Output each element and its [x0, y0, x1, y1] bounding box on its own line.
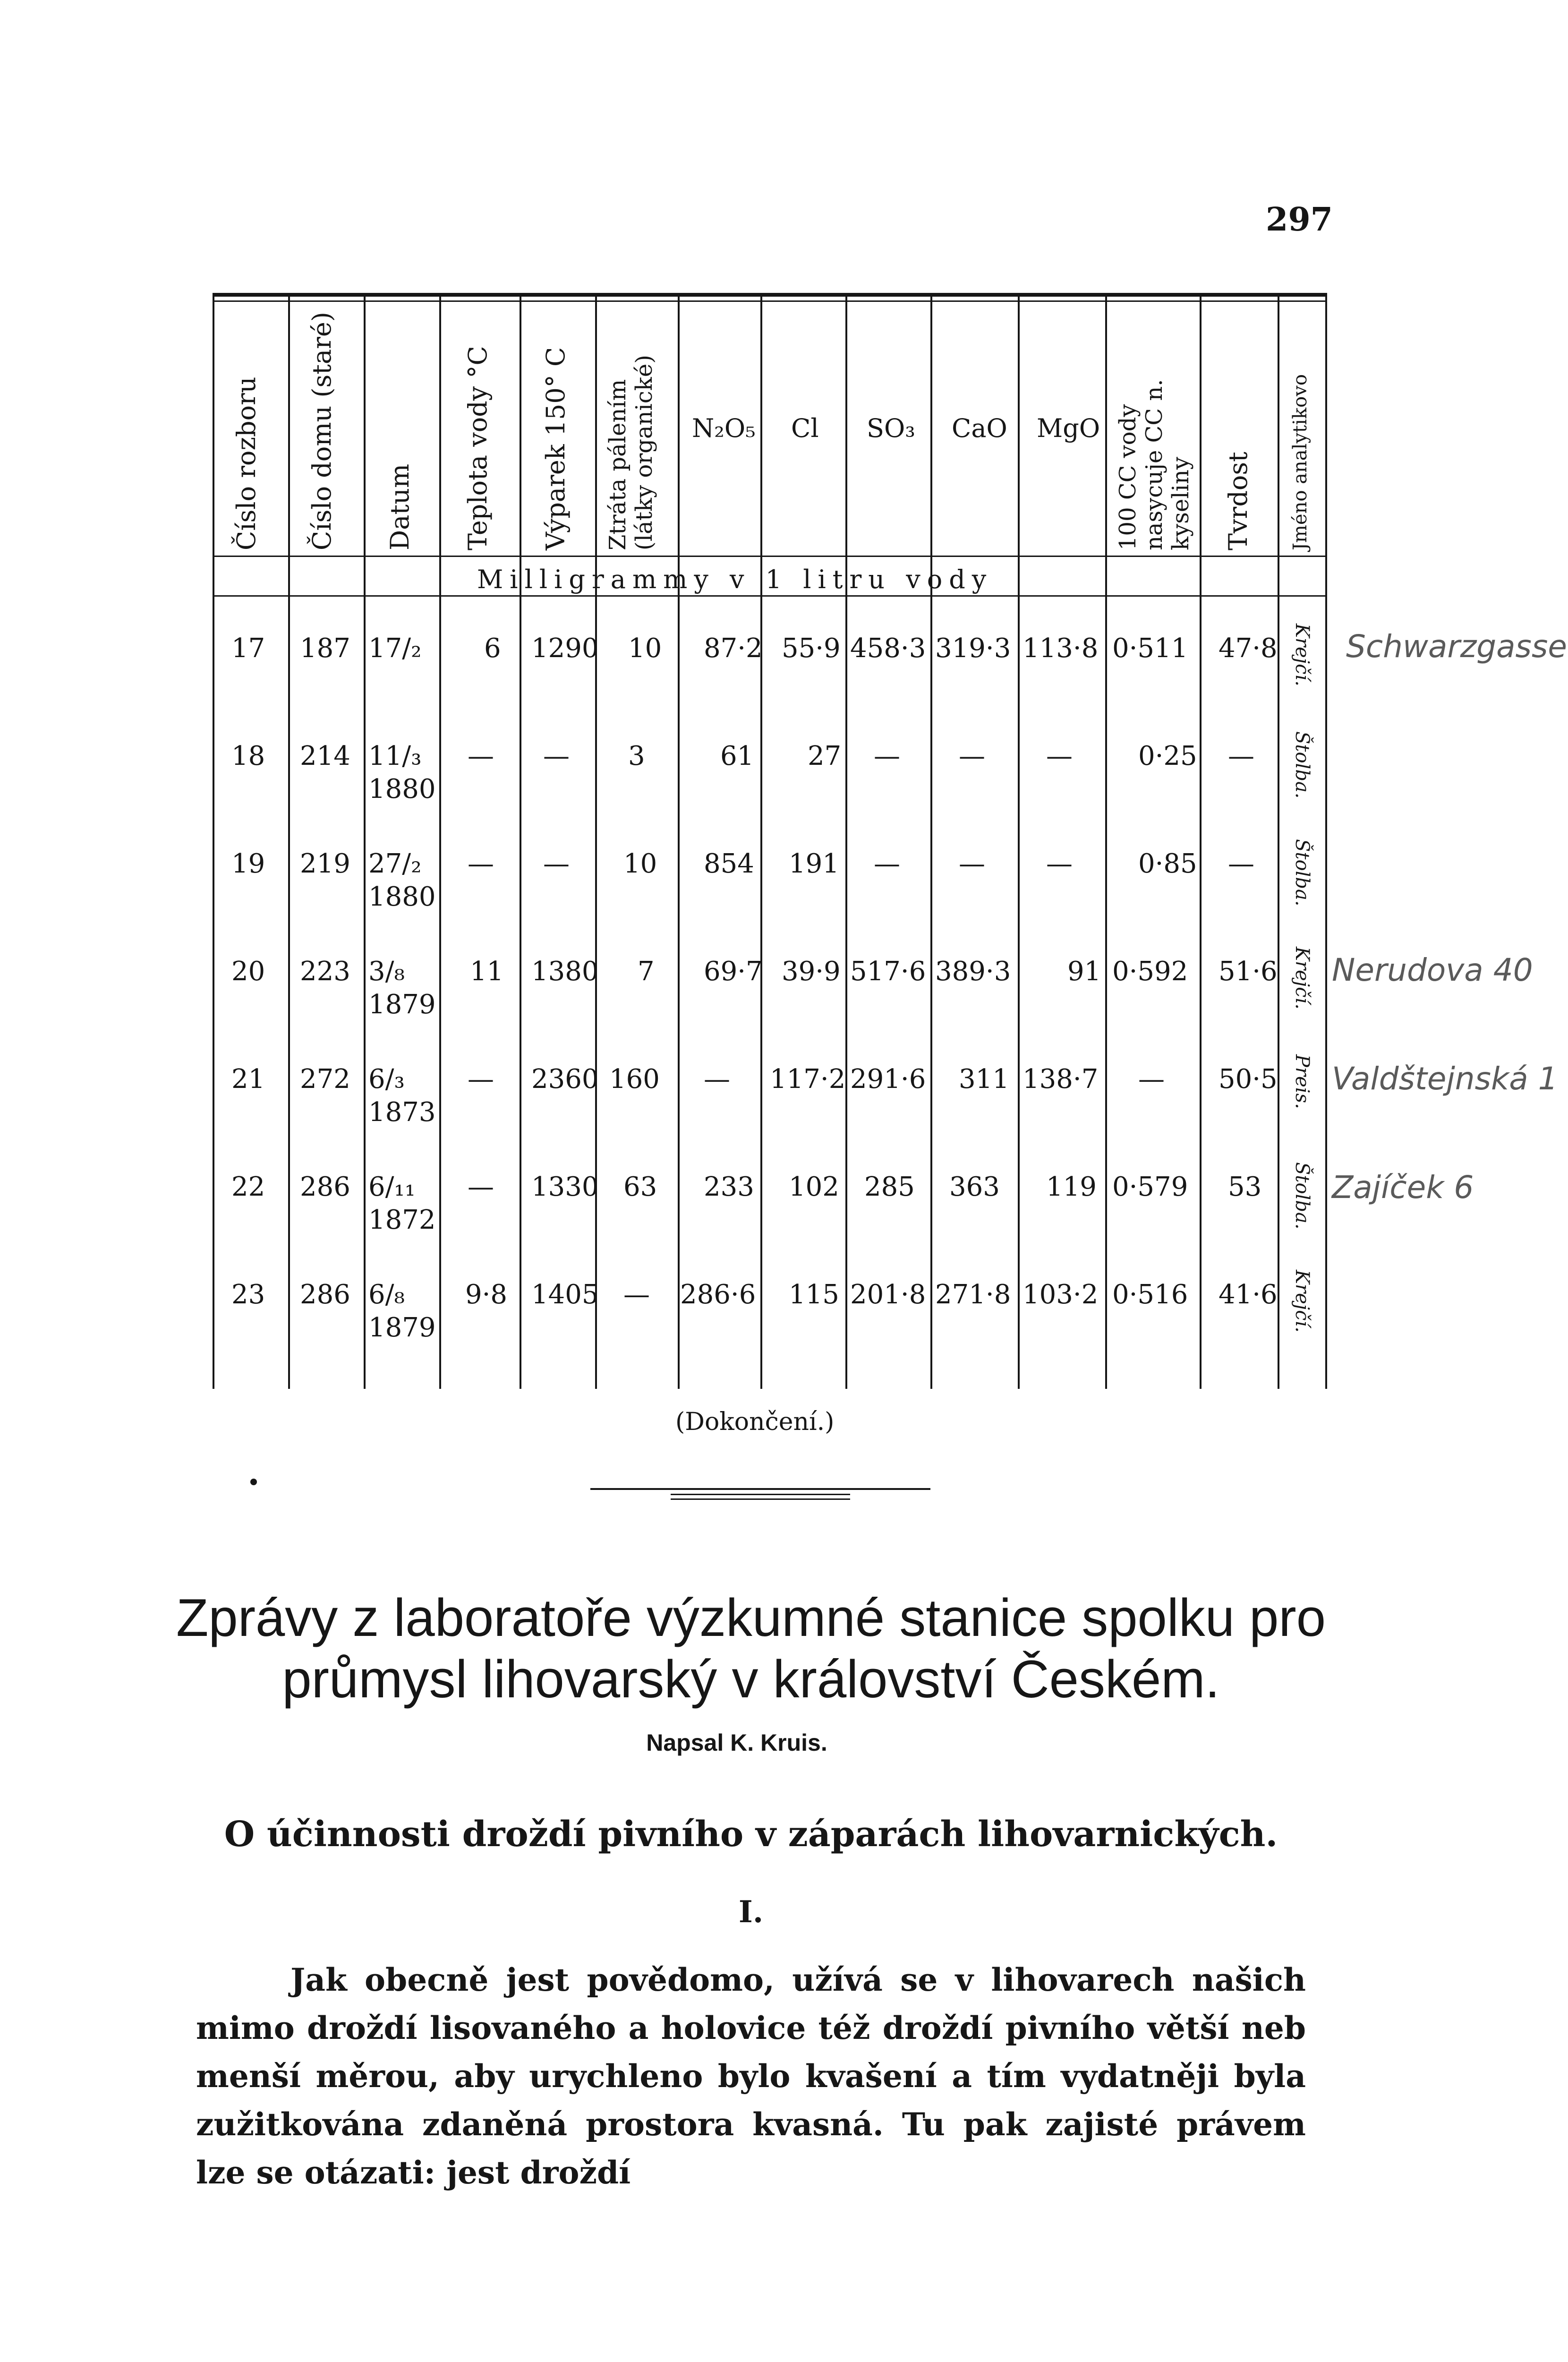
header-analyst-name: Jméno analytikovo: [1289, 374, 1311, 550]
cell-analysis-number: 21: [231, 1064, 265, 1095]
header-cl: Cl: [791, 413, 819, 443]
column-line: [1105, 293, 1107, 1389]
cell-cao: 319·3: [935, 633, 1011, 664]
cell-hardness: 41·6: [1219, 1279, 1278, 1310]
cell-house-number: 286: [300, 1172, 350, 1202]
cell-analysis-number: 20: [231, 956, 265, 987]
cell-date: 6/₁₁: [368, 1172, 416, 1202]
cell-mgo: —: [1046, 741, 1073, 771]
cell-analyst: Krejčí.: [1291, 947, 1313, 1010]
cell-acid: 0·25: [1138, 741, 1197, 771]
cell-evaporation: 1290: [531, 633, 599, 664]
cell-n2o5: 286·6: [680, 1279, 756, 1310]
cell-cao: 389·3: [935, 956, 1011, 987]
table-top-rule-thin: [213, 300, 1327, 302]
cell-house-number: 214: [300, 741, 350, 771]
page-number: 297: [1266, 201, 1333, 239]
unit-row-rule: [213, 595, 1327, 597]
cell-date: 17/₂: [368, 633, 422, 664]
cell-house-number: 187: [300, 633, 350, 664]
column-line: [1018, 293, 1020, 1389]
column-line: [1278, 293, 1279, 1389]
cell-cl: 27: [808, 741, 842, 771]
handwritten-note: Valdštejnská 1: [1332, 1061, 1558, 1097]
cell-analysis-number: 17: [231, 633, 265, 664]
cell-date: 11/₃: [368, 741, 422, 771]
cell-cl: 55·9: [782, 633, 841, 664]
ornament-rule: [671, 1494, 850, 1495]
cell-n2o5: 87·2: [704, 633, 763, 664]
header-hardness: Tvrdost: [1223, 452, 1253, 550]
cell-ignition-loss: 10: [628, 633, 662, 664]
cell-ignition-loss: 3: [628, 741, 645, 771]
cell-so3: 517·6: [850, 956, 926, 987]
header-n2o5: N₂O₅: [692, 413, 756, 443]
stray-dot: [250, 1479, 257, 1485]
cell-mgo: —: [1046, 848, 1073, 879]
cell-house-number: 223: [300, 956, 350, 987]
column-line: [288, 293, 290, 1389]
cell-n2o5: 69·7: [704, 956, 763, 987]
body-paragraph: Jak obecně jest povědomo, užívá se v lihovarech našich mimo droždí lisovaného a holovice též droždí pivního větší neb menší měrou, aby urychleno bylo kvašení a tím vydatněji byla zužitkována zdaněná prostora kvasná. Tu pak zajisté právem lze se otázati: jest droždí: [196, 1961, 1306, 2191]
cell-acid: 0·511: [1112, 633, 1188, 664]
cell-temperature: —: [468, 741, 494, 771]
cell-ignition-loss: 160: [609, 1064, 660, 1095]
cell-ignition-loss: 7: [638, 956, 655, 987]
cell-analysis-number: 18: [231, 741, 265, 771]
ornament-rule: [590, 1488, 930, 1490]
header-so3: SO₃: [867, 413, 915, 443]
header-rule: [213, 556, 1327, 557]
cell-mgo: 138·7: [1023, 1064, 1099, 1095]
article-author: Napsal K. Kruis.: [646, 1729, 827, 1756]
column-line: [845, 293, 847, 1389]
handwritten-note: Zajíček 6: [1332, 1169, 1474, 1206]
cell-cao: —: [959, 741, 985, 771]
cell-house-number: 286: [300, 1279, 350, 1310]
column-line: [520, 293, 521, 1389]
header-analysis-number: Číslo rozboru: [231, 377, 261, 550]
cell-n2o5: —: [704, 1064, 730, 1095]
cell-hardness: —: [1228, 741, 1254, 771]
cell-analysis-number: 22: [231, 1172, 265, 1202]
header-water-temperature: Teplota vody °C: [463, 346, 493, 550]
table-top-rule: [213, 293, 1327, 297]
cell-so3: —: [874, 848, 900, 879]
column-line: [595, 293, 597, 1389]
article-title-line-2: průmysl lihovarský v království Českém.: [282, 1650, 1220, 1709]
handwritten-note: Nerudova 40: [1332, 952, 1533, 988]
handwritten-note: Schwarzgasse: [1346, 628, 1567, 665]
column-line: [760, 293, 762, 1389]
cell-analyst: Štolba.: [1291, 1162, 1313, 1230]
cell-temperature: —: [468, 1064, 494, 1095]
cell-temperature: 11: [470, 956, 504, 987]
cell-date-year: 1879: [368, 989, 436, 1020]
cell-acid: 0·592: [1112, 956, 1188, 987]
water-analysis-table: [213, 293, 1567, 1394]
end-marker: (Dokončení.): [675, 1408, 835, 1436]
cell-mgo: 91: [1067, 956, 1101, 987]
header-ignition-loss: Ztráta pálením (látky organické): [605, 355, 657, 550]
cell-cao: 363: [949, 1172, 1000, 1202]
cell-hardness: 53: [1228, 1172, 1262, 1202]
cell-acid: 0·516: [1112, 1279, 1188, 1310]
cell-date-year: 1879: [368, 1312, 436, 1343]
cell-so3: 201·8: [850, 1279, 926, 1310]
header-date: Datum: [385, 463, 415, 550]
column-line: [1200, 293, 1202, 1389]
cell-cl: 102: [789, 1172, 839, 1202]
cell-analyst: Preis.: [1291, 1054, 1313, 1109]
cell-ignition-loss: 63: [623, 1172, 657, 1202]
cell-so3: 458·3: [850, 633, 926, 664]
cell-evaporation: 2360: [531, 1064, 599, 1095]
header-mgo: MgO: [1037, 413, 1100, 443]
cell-date: 27/₂: [368, 848, 422, 879]
cell-acid: 0·579: [1112, 1172, 1188, 1202]
cell-evaporation: —: [543, 848, 570, 879]
cell-cl: 117·2: [770, 1064, 846, 1095]
cell-so3: 291·6: [850, 1064, 926, 1095]
cell-date-year: 1873: [368, 1097, 436, 1128]
column-line: [1325, 293, 1327, 1389]
cell-mgo: 119: [1046, 1172, 1097, 1202]
cell-evaporation: 1405: [531, 1279, 599, 1310]
cell-hardness: 47·8: [1219, 633, 1278, 664]
cell-date-year: 1872: [368, 1205, 436, 1235]
cell-cl: 39·9: [782, 956, 841, 987]
cell-n2o5: 854: [704, 848, 754, 879]
ornament-rule: [671, 1498, 850, 1500]
cell-acid: 0·85: [1138, 848, 1197, 879]
column-line: [439, 293, 441, 1389]
section-number: I.: [738, 1894, 764, 1930]
column-line: [678, 293, 680, 1389]
cell-ignition-loss: —: [623, 1279, 650, 1310]
header-house-number: Číslo domu (staré): [307, 312, 337, 550]
cell-temperature: —: [468, 1172, 494, 1202]
cell-n2o5: 61: [720, 741, 754, 771]
cell-temperature: 6: [484, 633, 501, 664]
cell-date: 6/₃: [368, 1064, 405, 1095]
unit-row: Milligrammy v 1 litru vody: [477, 565, 993, 594]
cell-ignition-loss: 10: [623, 848, 657, 879]
cell-date: 6/₈: [368, 1279, 405, 1310]
cell-hardness: 51·6: [1219, 956, 1278, 987]
cell-analyst: Štolba.: [1291, 731, 1313, 799]
column-line: [364, 293, 366, 1389]
column-line: [930, 293, 932, 1389]
cell-temperature: —: [468, 848, 494, 879]
cell-hardness: 50·5: [1219, 1064, 1278, 1095]
cell-evaporation: 1380: [531, 956, 599, 987]
article-title-line-1: Zprávy z laboratoře výzkumné stanice spolku pro: [176, 1588, 1326, 1647]
cell-cao: —: [959, 848, 985, 879]
cell-mgo: 113·8: [1023, 633, 1099, 664]
cell-cao: 271·8: [935, 1279, 1011, 1310]
cell-so3: 285: [864, 1172, 915, 1202]
cell-analysis-number: 23: [231, 1279, 265, 1310]
header-evaporation-residue: Výparek 150° C: [541, 347, 571, 550]
column-line: [213, 293, 214, 1389]
cell-cao: 311: [959, 1064, 1009, 1095]
cell-house-number: 219: [300, 848, 350, 879]
cell-analysis-number: 19: [231, 848, 265, 879]
cell-analyst: Krejčí.: [1291, 1270, 1313, 1333]
cell-date: 3/₈: [368, 956, 405, 987]
cell-date-year: 1880: [368, 881, 436, 912]
cell-temperature: 9·8: [465, 1279, 508, 1310]
cell-cl: 191: [789, 848, 839, 879]
article-subtitle: O účinnosti droždí pivního v záparách lihovarnických.: [224, 1814, 1278, 1855]
cell-analyst: Krejčí.: [1291, 624, 1313, 686]
cell-date-year: 1880: [368, 774, 436, 804]
cell-so3: —: [874, 741, 900, 771]
cell-analyst: Štolba.: [1291, 839, 1313, 907]
cell-cl: 115: [789, 1279, 839, 1310]
cell-n2o5: 233: [704, 1172, 754, 1202]
cell-evaporation: 1330: [531, 1172, 599, 1202]
cell-mgo: 103·2: [1023, 1279, 1099, 1310]
cell-evaporation: —: [543, 741, 570, 771]
cell-house-number: 272: [300, 1064, 350, 1095]
header-cao: CaO: [952, 413, 1007, 443]
cell-hardness: —: [1228, 848, 1254, 879]
cell-acid: —: [1138, 1064, 1165, 1095]
header-acid-saturation: 100 CC vody nasycuje CC n. kyseliny: [1115, 379, 1194, 550]
